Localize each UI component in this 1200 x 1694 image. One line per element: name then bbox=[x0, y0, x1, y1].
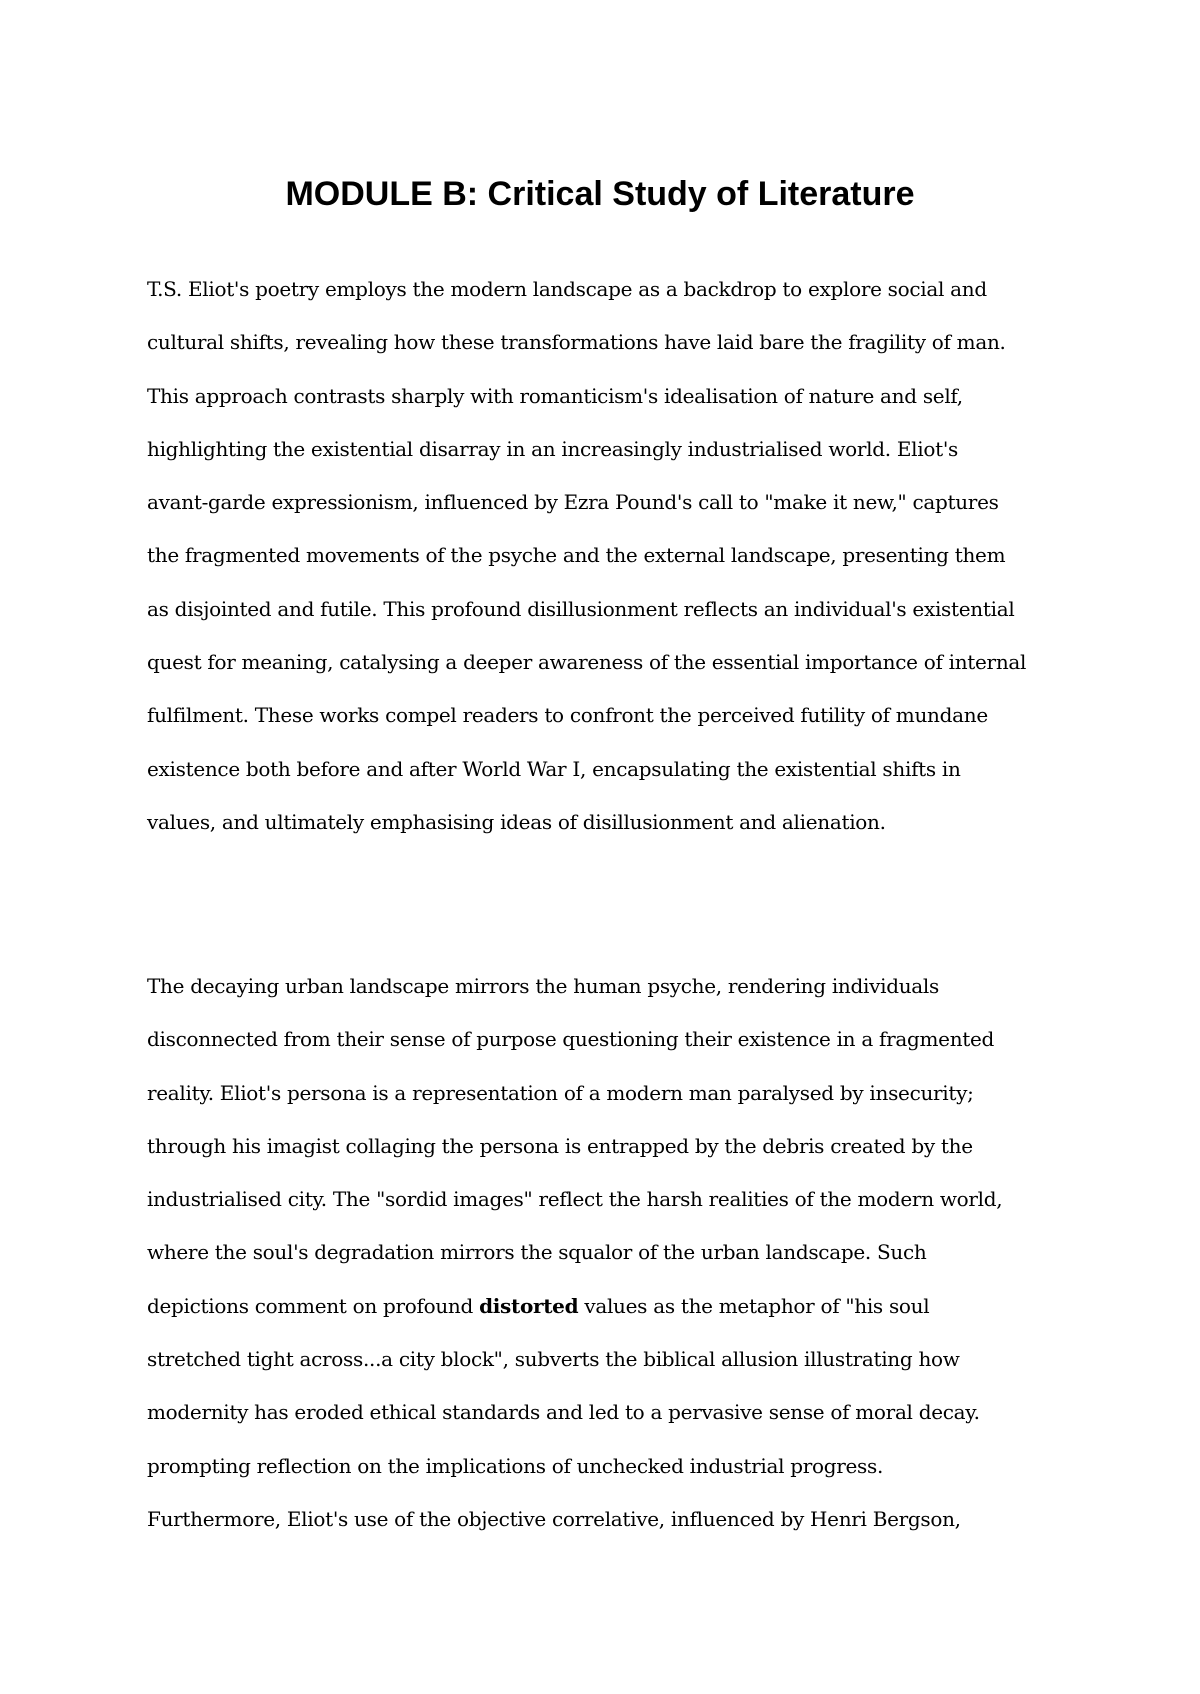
text-line: industrialised city. The "sordid images" reflect the harsh realities of the modern world, bbox=[147, 1187, 1003, 1212]
text-line: The decaying urban landscape mirrors the human psyche, rendering individuals bbox=[147, 974, 939, 998]
text-line: highlighting the existential disarray in an increasingly industrialised world. Eliot's bbox=[147, 436, 959, 461]
text-line: This approach contrasts sharply with romanticism's idealisation of nature and self, bbox=[147, 383, 963, 408]
text-line: values, and ultimately emphasising ideas of disillusionment and alienation. bbox=[147, 809, 886, 834]
text-line: where the soul's degradation mirrors the squalor of the urban landscape. Such bbox=[147, 1240, 927, 1265]
paragraph-2 bbox=[147, 960, 1087, 1546]
text-line: existence both before and after World War I, encapsulating the existential shifts in bbox=[147, 756, 961, 781]
text-line: modernity has eroded ethical standards and led to a pervasive sense of moral decay. bbox=[147, 1400, 980, 1425]
text-line: quest for meaning, catalysing a deeper awareness of the essential importance of internal bbox=[147, 650, 1027, 675]
text-line: reality. Eliot's persona is a representation of a modern man paralysed by insecurity; bbox=[147, 1080, 974, 1105]
text-line: T.S. Eliot's poetry employs the modern landscape as a backdrop to explore social and bbox=[147, 277, 987, 301]
text-line: cultural shifts, revealing how these transformations have laid bare the fragility of man. bbox=[147, 330, 1006, 355]
text-line: disconnected from their sense of purpose questioning their existence in a fragmented bbox=[147, 1027, 995, 1052]
text-line: stretched tight across...a city block", subverts the biblical allusion illustrating how bbox=[147, 1347, 960, 1372]
paragraph-1 bbox=[147, 263, 1087, 849]
text-run: values as the metaphor of "his soul bbox=[578, 1293, 930, 1318]
text-line: prompting reflection on the implications of unchecked industrial progress. bbox=[147, 1453, 884, 1478]
text-line: fulfilment. These works compel readers to confront the perceived futility of mundane bbox=[147, 703, 988, 728]
page-title: MODULE B: Critical Study of Literature bbox=[285, 175, 915, 213]
text-line: Furthermore, Eliot's use of the objective correlative, influenced by Henri Bergson, bbox=[147, 1506, 961, 1531]
text-line: as disjointed and futile. This profound disillusionment reflects an individual's existential bbox=[147, 596, 1015, 621]
text-line: the fragmented movements of the psyche and the external landscape, presenting them bbox=[147, 543, 1006, 568]
bold-text-run: distorted bbox=[479, 1293, 579, 1318]
text-line: avant-garde expressionism, influenced by Ezra Pound's call to "make it new," captures bbox=[147, 490, 999, 515]
text-line-with-bold bbox=[147, 1280, 1087, 1333]
text-line: through his imagist collaging the persona is entrapped by the debris created by the bbox=[147, 1133, 973, 1158]
text-run: depictions comment on profound bbox=[147, 1293, 480, 1318]
